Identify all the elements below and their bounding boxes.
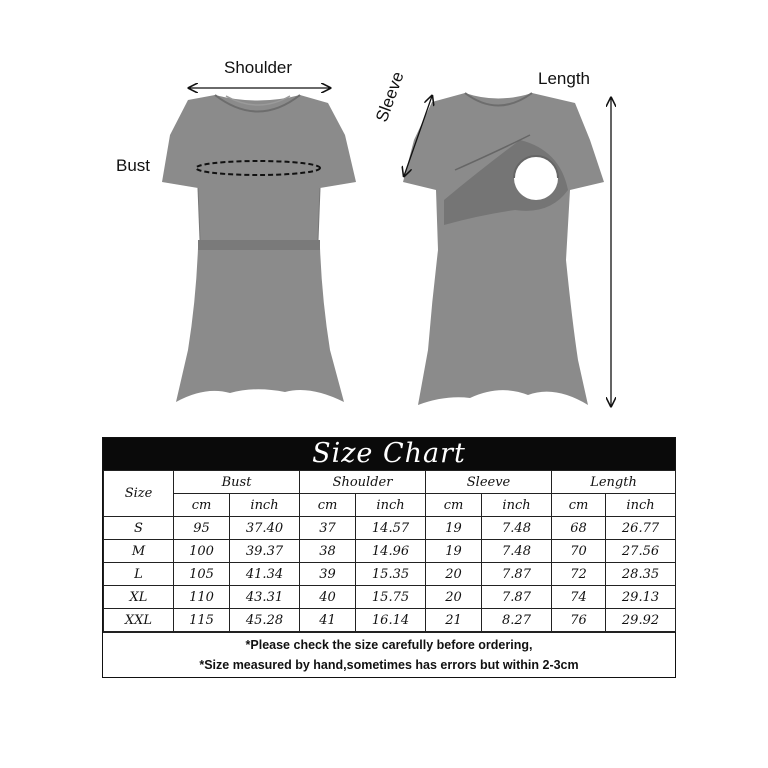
unit-header: inch xyxy=(356,494,426,517)
size-value-cell: 7.87 xyxy=(482,563,552,586)
size-value-cell: 38 xyxy=(300,540,356,563)
size-value-cell: 70 xyxy=(552,540,606,563)
unit-header: inch xyxy=(482,494,552,517)
size-value-cell: 15.35 xyxy=(356,563,426,586)
size-row xyxy=(104,540,676,563)
size-value-cell: 68 xyxy=(552,517,606,540)
size-value-cell: 16.14 xyxy=(356,609,426,632)
size-name-cell: XXL xyxy=(104,609,174,632)
size-value-cell: 20 xyxy=(426,586,482,609)
size-value-cell: 19 xyxy=(426,540,482,563)
size-value-cell: 19 xyxy=(426,517,482,540)
size-value-cell: 100 xyxy=(174,540,230,563)
size-name-cell: M xyxy=(104,540,174,563)
group-header: Sleeve xyxy=(426,471,552,494)
size-row xyxy=(104,609,676,632)
size-value-cell: 14.57 xyxy=(356,517,426,540)
size-value-cell: 7.87 xyxy=(482,586,552,609)
size-value-cell: 29.13 xyxy=(606,586,676,609)
size-value-cell: 26.77 xyxy=(606,517,676,540)
side-shirt-image xyxy=(403,93,604,405)
size-header: Size xyxy=(104,471,174,517)
size-value-cell: 74 xyxy=(552,586,606,609)
group-header: Bust xyxy=(174,471,300,494)
unit-header: cm xyxy=(300,494,356,517)
length-label: Length xyxy=(538,69,590,88)
size-row xyxy=(104,563,676,586)
size-chart-title: Size Chart xyxy=(103,438,675,470)
size-chart xyxy=(102,437,676,678)
size-value-cell: 110 xyxy=(174,586,230,609)
size-value-cell: 40 xyxy=(300,586,356,609)
unit-header: cm xyxy=(426,494,482,517)
size-name-cell: S xyxy=(104,517,174,540)
size-rows xyxy=(104,517,676,632)
size-value-cell: 95 xyxy=(174,517,230,540)
size-notes xyxy=(103,632,675,675)
size-value-cell: 27.56 xyxy=(606,540,676,563)
front-shirt-image xyxy=(162,95,356,402)
group-header: Shoulder xyxy=(300,471,426,494)
size-value-cell: 39 xyxy=(300,563,356,586)
size-value-cell: 37.40 xyxy=(230,517,300,540)
unit-header: inch xyxy=(606,494,676,517)
size-value-cell: 39.37 xyxy=(230,540,300,563)
size-row xyxy=(104,517,676,540)
note-check-size: *Please check the size carefully before ordering, xyxy=(245,638,533,652)
group-header: Length xyxy=(552,471,676,494)
size-value-cell: 20 xyxy=(426,563,482,586)
size-value-cell: 72 xyxy=(552,563,606,586)
note-measured-by-hand: *Size measured by hand,sometimes has errors but within 2-3cm xyxy=(199,658,579,672)
size-value-cell: 115 xyxy=(174,609,230,632)
size-name-cell: L xyxy=(104,563,174,586)
unit-header: inch xyxy=(230,494,300,517)
size-row xyxy=(104,586,676,609)
size-value-cell: 8.27 xyxy=(482,609,552,632)
sleeve-label: Sleeve xyxy=(372,69,408,125)
size-value-cell: 28.35 xyxy=(606,563,676,586)
size-name-cell: XL xyxy=(104,586,174,609)
size-value-cell: 41.34 xyxy=(230,563,300,586)
size-value-cell: 43.31 xyxy=(230,586,300,609)
size-value-cell: 7.48 xyxy=(482,540,552,563)
shoulder-label: Shoulder xyxy=(224,58,293,77)
size-value-cell: 29.92 xyxy=(606,609,676,632)
size-value-cell: 45.28 xyxy=(230,609,300,632)
size-table xyxy=(103,470,676,632)
size-value-cell: 41 xyxy=(300,609,356,632)
size-value-cell: 7.48 xyxy=(482,517,552,540)
bust-label: Bust xyxy=(116,156,151,175)
size-value-cell: 37 xyxy=(300,517,356,540)
size-value-cell: 21 xyxy=(426,609,482,632)
size-value-cell: 105 xyxy=(174,563,230,586)
size-value-cell: 14.96 xyxy=(356,540,426,563)
size-value-cell: 15.75 xyxy=(356,586,426,609)
size-value-cell: 76 xyxy=(552,609,606,632)
unit-header: cm xyxy=(174,494,230,517)
unit-header: cm xyxy=(552,494,606,517)
